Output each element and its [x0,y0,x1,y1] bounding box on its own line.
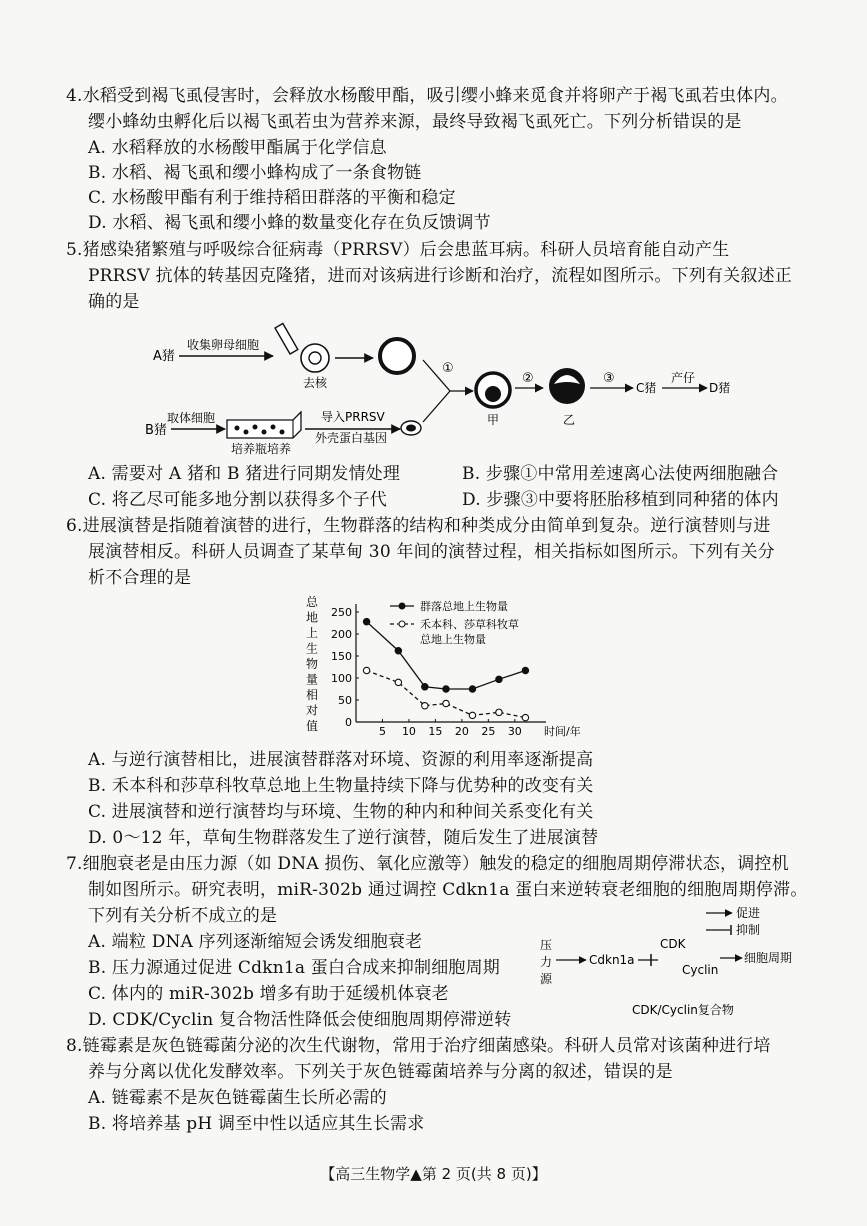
chart-legend [390,599,519,646]
q6-stem-line2: 展演替相反。科研人员调查了某草甸 30 年间的演替过程，相关指标如图所示。下列有关分 [88,542,775,562]
q6-stem-line1: 6.进展演替是指随着演替的进行，生物群落的结构和种类成分由简单到复杂。逆行演替则与进 [66,516,771,536]
data-point [443,686,449,692]
q5-option-c: C. 将乙尽可能多地分割以获得多个子代 [88,490,388,510]
reconstructed-embryo-icon [476,373,510,407]
stress-label-2: 力 [540,955,553,969]
y-label-char: 物 [305,657,319,671]
y-tick-label: 50 [338,694,352,707]
y-label-char: 上 [305,626,319,640]
cyclin-label: Cyclin [682,963,719,977]
legend-label-1: 群落总地上生物量 [420,600,508,613]
a-pig-label: A猪 [153,349,175,364]
q5-option-d: D. 步骤③中要将胚胎移植到同种猪的体内 [462,490,779,510]
y-label-char: 对 [305,703,319,718]
enucleation-pipette-icon [275,324,329,372]
data-point [496,709,502,715]
x-tick-label: 10 [401,725,416,738]
q7-option-a: A. 端粒 DNA 序列逐渐缩短会诱发细胞衰老 [88,932,423,952]
q4-option-a: A. 水稻释放的水杨酸甲酯属于化学信息 [88,138,387,158]
q5-option-a: A. 需要对 A 猪和 B 猪进行同期发情处理 [88,464,401,484]
step2-label: ② [522,371,534,386]
data-point [522,714,528,720]
q7-stem-line3: 下列有关分析不成立的是 [88,906,278,926]
legend-marker-1 [399,603,405,609]
y-label-char: 总 [305,595,319,609]
data-point [363,667,369,673]
stress-label-3: 源 [540,972,553,986]
data-point [522,667,528,673]
q8-option-a: A. 链霉素不是灰色链霉菌生长所必需的 [88,1088,387,1108]
q4-option-b: B. 水稻、褐飞虱和缨小蜂构成了一条食物链 [88,163,422,183]
chart-y-axis-label [306,595,319,733]
merge-line-bottom [423,391,450,422]
import-label-2: 外壳蛋白基因 [315,431,388,445]
q6-option-c: C. 进展演替和逆行演替均与环境、生物的种内和种间关系变化有关 [88,802,594,822]
q7-option-c: C. 体内的 miR-302b 增多有助于延缓机体衰老 [88,984,449,1004]
x-tick-label: 15 [428,725,443,738]
stress-label-1: 压 [540,938,553,952]
data-point [496,676,502,682]
q6-option-b: B. 禾本科和莎草科牧草总地上生物量持续下降与优势种的改变有关 [88,776,594,796]
culture-label: 培养瓶培养 [231,442,292,456]
biomass-line-chart [298,592,598,742]
enucleate-label: 去核 [303,376,328,390]
q6-stem-line3: 析不合理的是 [88,568,192,588]
y-tick-label: 0 [345,716,352,729]
cell-cycle-label: 细胞周期 [744,951,793,965]
y-tick-label: 100 [331,672,352,685]
q8-stem-line1: 8.链霉素是灰色链霉菌分泌的次生代谢物，常用于治疗细菌感染。科研人员常对该菌种进行培 [66,1036,771,1056]
q6-option-a: A. 与逆行演替相比，进展演替群落对环境、资源的利用率逐渐提高 [88,750,594,770]
y-label-char: 值 [305,719,319,733]
data-point [422,703,428,709]
data-point [422,684,428,690]
jia-label: 甲 [487,413,500,427]
q4-option-d: D. 水稻、褐飞虱和缨小蜂的数量变化存在负反馈调节 [88,213,491,233]
chart-y-ticks [331,606,359,729]
yi-label: 乙 [563,413,576,427]
senescence-regulation-diagram [536,902,826,1022]
data-point [395,679,401,685]
q7-stem-line1: 7.细胞衰老是由压力源（如 DNA 损伤、氧化应激等）触发的稳定的细胞周期停滞状态，调控机 [66,854,789,874]
cloning-flow-diagram [145,316,745,456]
legend-inhibit-label: 抑制 [736,923,761,937]
legend-promote-label: 促进 [736,906,761,920]
data-point [363,618,369,624]
complex-label: CDK/Cyclin复合物 [632,1003,734,1017]
q4-option-c: C. 水杨酸甲酯有利于维持稻田群落的平衡和稳定 [88,188,456,208]
b-pig-label: B猪 [145,423,167,438]
take-cells-label: 取体细胞 [167,411,216,425]
q7-stem-line2: 制如图所示。研究表明，miR-302b 通过调控 Cdkn1a 蛋白来逆转衰老细胞的细胞周期停滞。 [88,880,808,900]
legend-label-2b: 总地上生物量 [420,633,486,646]
legend-label-2a: 禾本科、莎草科牧草 [420,618,519,631]
q7-option-d: D. CDK/Cyclin 复合物活性降低会使细胞周期停滞逆转 [88,1010,512,1030]
page-footer: 【高三生物学▲第 2 页(共 8 页)】 [320,1165,547,1183]
donor-cell-icon [401,421,421,435]
step1-label: ① [442,361,454,376]
birth-label: 产仔 [671,371,696,385]
cdkn1a-label: Cdkn1a [589,953,635,967]
legend-marker-2 [399,621,405,627]
data-point [443,700,449,706]
step3-label: ③ [603,371,615,386]
y-tick-label: 200 [331,628,352,641]
data-point [395,648,401,654]
x-tick-label: 20 [454,725,469,738]
y-label-char: 量 [305,672,319,687]
y-tick-label: 150 [331,650,352,663]
blastocyst-icon [549,368,585,404]
x-tick-label: 30 [507,725,522,738]
q4-stem-line1: 4.水稻受到褐飞虱侵害时，会释放水杨酸甲酯，吸引缨小蜂来觅食并将卵产于褐飞虱若虫体内。 [66,86,788,106]
y-label-char: 生 [305,641,319,656]
q4-stem-line2: 缨小蜂幼虫孵化后以褐飞虱若虫为营养来源，最终导致褐飞虱死亡。下列分析错误的是 [88,112,742,132]
import-label-1: 导入PRRSV [321,410,385,424]
y-label-char: 相 [305,688,319,702]
x-tick-label: 5 [378,725,386,738]
culture-flask-icon [227,412,301,438]
collect-label: 收集卵母细胞 [187,338,260,352]
q7-option-b: B. 压力源通过促进 Cdkn1a 蛋白合成来抑制细胞周期 [88,958,500,978]
chart-x-axis-label: 时间/年 [544,725,581,738]
q6-option-d: D. 0～12 年，草甸生物群落发生了逆行演替，随后发生了进展演替 [88,828,599,848]
data-point [469,686,475,692]
y-label-char: 地 [305,610,319,625]
q8-stem-line2: 养与分离以优化发酵效率。下列关于灰色链霉菌培养与分离的叙述，错误的是 [88,1062,673,1082]
x-tick-label: 25 [481,725,496,738]
cdk-label: CDK [660,937,686,951]
y-tick-label: 250 [331,606,352,619]
enucleated-oocyte-icon [380,339,414,373]
q5-stem-line1: 5.猪感染猪繁殖与呼吸综合征病毒（PRRSV）后会患蓝耳病。科研人员培育能自动产生 [66,240,730,260]
data-point [469,712,475,718]
c-pig-label: C猪 [636,381,657,395]
q5-option-b: B. 步骤①中常用差速离心法使两细胞融合 [462,464,779,484]
q8-option-b: B. 将培养基 pH 调至中性以适应其生长需求 [88,1114,425,1134]
d-pig-label: D猪 [709,381,731,395]
q5-stem-line2: PRRSV 抗体的转基因克隆猪，进而对该病进行诊断和治疗，流程如图所示。下列有关叙述正 [88,266,792,286]
q5-stem-line3: 确的是 [88,292,140,312]
